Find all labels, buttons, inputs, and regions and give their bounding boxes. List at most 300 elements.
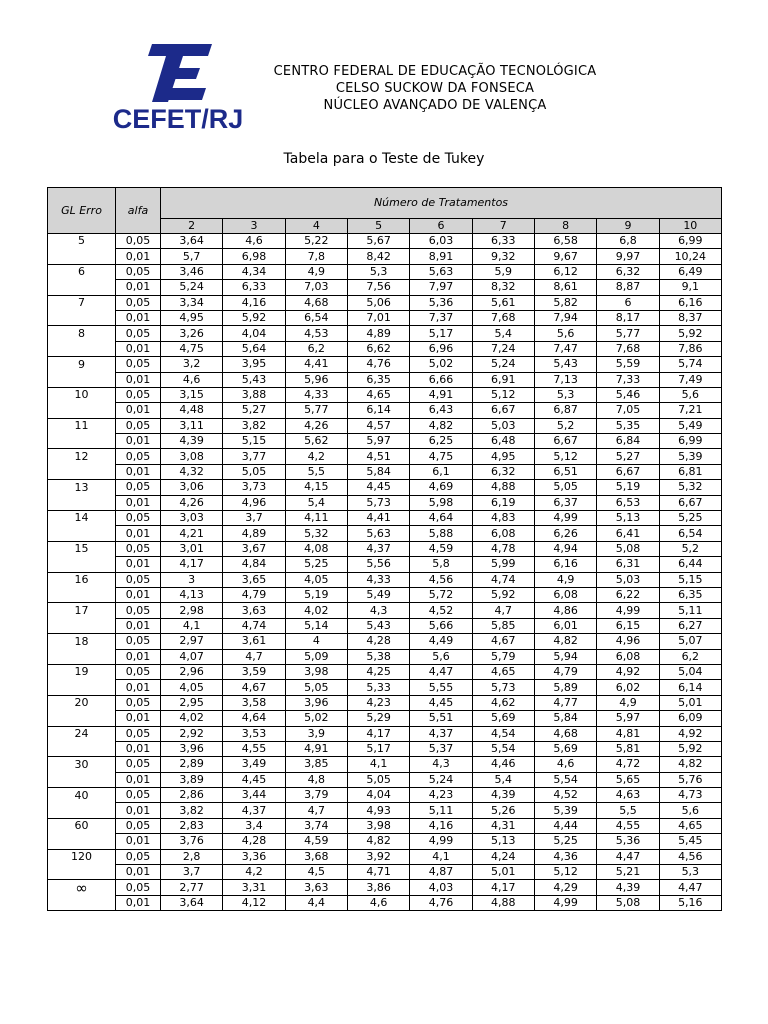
value-cell: 4,12 xyxy=(223,895,285,910)
table-row xyxy=(48,849,722,864)
value-cell: 6,32 xyxy=(472,464,534,479)
value-cell: 3,44 xyxy=(223,788,285,803)
value-cell: 5,54 xyxy=(534,772,596,787)
value-cell: 4,99 xyxy=(534,511,596,526)
value-cell: 7,8 xyxy=(285,249,347,264)
alfa-cell: 0,01 xyxy=(116,403,161,418)
table-row xyxy=(48,788,722,803)
value-cell: 5,16 xyxy=(659,895,721,910)
value-cell: 4,76 xyxy=(347,357,409,372)
value-cell: 5,74 xyxy=(659,357,721,372)
value-cell: 5,77 xyxy=(285,403,347,418)
value-cell: 5,12 xyxy=(472,387,534,402)
value-cell: 4,13 xyxy=(161,587,223,602)
value-cell: 3,63 xyxy=(285,880,347,895)
value-cell: 6,32 xyxy=(597,264,659,279)
value-cell: 4,82 xyxy=(410,418,472,433)
value-cell: 5,6 xyxy=(659,387,721,402)
value-cell: 3,2 xyxy=(161,357,223,372)
value-cell: 6,84 xyxy=(597,434,659,449)
value-cell: 5,6 xyxy=(534,326,596,341)
value-cell: 6,96 xyxy=(410,341,472,356)
value-cell: 5,92 xyxy=(659,741,721,756)
alfa-cell: 0,05 xyxy=(116,326,161,341)
value-cell: 5,39 xyxy=(534,803,596,818)
value-cell: 6,99 xyxy=(659,234,721,249)
gl-erro-cell: 8 xyxy=(48,326,116,341)
value-cell: 4,02 xyxy=(285,603,347,618)
table-row xyxy=(48,249,722,264)
alfa-cell: 0,01 xyxy=(116,249,161,264)
value-cell: 4,52 xyxy=(410,603,472,618)
gl-erro-cell xyxy=(48,649,116,664)
value-cell: 5,32 xyxy=(659,480,721,495)
table-row xyxy=(48,649,722,664)
value-cell: 7,97 xyxy=(410,280,472,295)
value-cell: 7,33 xyxy=(597,372,659,387)
gl-erro-cell: 40 xyxy=(48,788,116,803)
value-cell: 4,39 xyxy=(597,880,659,895)
value-cell: 5,49 xyxy=(659,418,721,433)
value-cell: 4,79 xyxy=(223,587,285,602)
table-row xyxy=(48,726,722,741)
value-cell: 3,98 xyxy=(285,664,347,679)
table-row xyxy=(48,695,722,710)
value-cell: 5,96 xyxy=(285,372,347,387)
alfa-cell: 0,05 xyxy=(116,572,161,587)
gl-erro-cell xyxy=(48,895,116,910)
value-cell: 5,01 xyxy=(659,695,721,710)
value-cell: 5,8 xyxy=(410,557,472,572)
value-cell: 6,33 xyxy=(223,280,285,295)
table-row xyxy=(48,264,722,279)
value-cell: 2,95 xyxy=(161,695,223,710)
value-cell: 6 xyxy=(597,295,659,310)
value-cell: 5,85 xyxy=(472,618,534,633)
value-cell: 5,06 xyxy=(347,295,409,310)
value-cell: 3,4 xyxy=(223,818,285,833)
tukey-table xyxy=(47,187,722,911)
value-cell: 4,95 xyxy=(472,449,534,464)
value-cell: 4,37 xyxy=(223,803,285,818)
value-cell: 4,83 xyxy=(472,511,534,526)
gl-erro-cell: 120 xyxy=(48,849,116,864)
value-cell: 5,64 xyxy=(223,341,285,356)
value-cell: 6,08 xyxy=(597,649,659,664)
value-cell: 4,33 xyxy=(347,572,409,587)
value-cell: 3,49 xyxy=(223,757,285,772)
value-cell: 4,72 xyxy=(597,757,659,772)
value-cell: 5,15 xyxy=(659,572,721,587)
value-cell: 5,08 xyxy=(597,541,659,556)
value-cell: 5,05 xyxy=(223,464,285,479)
value-cell: 3,59 xyxy=(223,664,285,679)
value-cell: 6,1 xyxy=(410,464,472,479)
value-cell: 4,05 xyxy=(285,572,347,587)
gl-erro-cell: 7 xyxy=(48,295,116,310)
value-cell: 4,93 xyxy=(347,803,409,818)
alfa-cell: 0,05 xyxy=(116,511,161,526)
value-cell: 3,73 xyxy=(223,480,285,495)
value-cell: 2,77 xyxy=(161,880,223,895)
alfa-cell: 0,01 xyxy=(116,310,161,325)
value-cell: 5,56 xyxy=(347,557,409,572)
alfa-cell: 0,05 xyxy=(116,603,161,618)
gl-erro-cell: 18 xyxy=(48,634,116,649)
alfa-cell: 0,01 xyxy=(116,495,161,510)
value-cell: 6,12 xyxy=(534,264,596,279)
value-cell: 4,45 xyxy=(347,480,409,495)
value-cell: 4,76 xyxy=(410,895,472,910)
value-cell: 4,75 xyxy=(410,449,472,464)
value-cell: 6,2 xyxy=(659,649,721,664)
value-cell: 4,3 xyxy=(347,603,409,618)
value-cell: 9,97 xyxy=(597,249,659,264)
alfa-cell: 0,05 xyxy=(116,387,161,402)
value-cell: 2,8 xyxy=(161,849,223,864)
gl-erro-cell xyxy=(48,341,116,356)
gl-erro-cell: 14 xyxy=(48,511,116,526)
value-cell: 6,48 xyxy=(472,434,534,449)
value-cell: 3,61 xyxy=(223,634,285,649)
value-cell: 6,58 xyxy=(534,234,596,249)
value-cell: 4,2 xyxy=(223,865,285,880)
value-cell: 4,57 xyxy=(347,418,409,433)
value-cell: 6,22 xyxy=(597,587,659,602)
value-cell: 5,24 xyxy=(410,772,472,787)
value-cell: 5,27 xyxy=(597,449,659,464)
value-cell: 2,97 xyxy=(161,634,223,649)
gl-erro-cell xyxy=(48,403,116,418)
alfa-cell: 0,01 xyxy=(116,372,161,387)
value-cell: 6,87 xyxy=(534,403,596,418)
treatment-number: 4 xyxy=(285,219,347,234)
gl-erro-cell: 19 xyxy=(48,664,116,679)
value-cell: 5,82 xyxy=(534,295,596,310)
value-cell: 3,31 xyxy=(223,880,285,895)
value-cell: 4,74 xyxy=(472,572,534,587)
value-cell: 4,52 xyxy=(534,788,596,803)
value-cell: 5,84 xyxy=(534,711,596,726)
value-cell: 5,73 xyxy=(472,680,534,695)
header-alfa: alfa xyxy=(116,188,161,234)
value-cell: 5,84 xyxy=(347,464,409,479)
value-cell: 5,59 xyxy=(597,357,659,372)
value-cell: 5,3 xyxy=(347,264,409,279)
gl-erro-cell: 9 xyxy=(48,357,116,372)
value-cell: 5,94 xyxy=(534,649,596,664)
cefet-logo xyxy=(108,40,248,140)
value-cell: 6,41 xyxy=(597,526,659,541)
value-cell: 4,82 xyxy=(659,757,721,772)
value-cell: 4,25 xyxy=(347,664,409,679)
alfa-cell: 0,05 xyxy=(116,695,161,710)
value-cell: 4,46 xyxy=(472,757,534,772)
value-cell: 3,63 xyxy=(223,603,285,618)
value-cell: 9,67 xyxy=(534,249,596,264)
value-cell: 4 xyxy=(285,634,347,649)
value-cell: 7,86 xyxy=(659,341,721,356)
value-cell: 8,37 xyxy=(659,310,721,325)
value-cell: 8,42 xyxy=(347,249,409,264)
value-cell: 4,62 xyxy=(472,695,534,710)
value-cell: 4,67 xyxy=(472,634,534,649)
value-cell: 5,99 xyxy=(472,557,534,572)
value-cell: 4,99 xyxy=(410,834,472,849)
value-cell: 5,62 xyxy=(285,434,347,449)
value-cell: 7,37 xyxy=(410,310,472,325)
value-cell: 4,6 xyxy=(534,757,596,772)
value-cell: 3 xyxy=(161,572,223,587)
value-cell: 3,96 xyxy=(161,741,223,756)
value-cell: 5,81 xyxy=(597,741,659,756)
value-cell: 6,44 xyxy=(659,557,721,572)
alfa-cell: 0,05 xyxy=(116,418,161,433)
value-cell: 5,35 xyxy=(597,418,659,433)
value-cell: 3,98 xyxy=(347,818,409,833)
value-cell: 5,89 xyxy=(534,680,596,695)
value-cell: 5,02 xyxy=(410,357,472,372)
value-cell: 6,62 xyxy=(347,341,409,356)
value-cell: 4,04 xyxy=(347,788,409,803)
value-cell: 6,14 xyxy=(659,680,721,695)
value-cell: 7,13 xyxy=(534,372,596,387)
alfa-cell: 0,01 xyxy=(116,587,161,602)
value-cell: 5,22 xyxy=(285,234,347,249)
alfa-cell: 0,05 xyxy=(116,818,161,833)
value-cell: 4,75 xyxy=(161,341,223,356)
value-cell: 7,49 xyxy=(659,372,721,387)
table-row xyxy=(48,387,722,402)
value-cell: 4,16 xyxy=(223,295,285,310)
gl-erro-cell xyxy=(48,434,116,449)
value-cell: 4,7 xyxy=(223,649,285,664)
value-cell: 4,37 xyxy=(347,541,409,556)
value-cell: 4,73 xyxy=(659,788,721,803)
value-cell: 5,11 xyxy=(410,803,472,818)
value-cell: 3,64 xyxy=(161,895,223,910)
value-cell: 6,49 xyxy=(659,264,721,279)
value-cell: 4,32 xyxy=(161,464,223,479)
value-cell: 4,84 xyxy=(223,557,285,572)
value-cell: 5,37 xyxy=(410,741,472,756)
value-cell: 3,95 xyxy=(223,357,285,372)
value-cell: 4,33 xyxy=(285,387,347,402)
table-row xyxy=(48,741,722,756)
value-cell: 5,05 xyxy=(285,680,347,695)
value-cell: 5,32 xyxy=(285,526,347,541)
value-cell: 3,96 xyxy=(285,695,347,710)
value-cell: 3,64 xyxy=(161,234,223,249)
value-cell: 4,82 xyxy=(347,834,409,849)
alfa-cell: 0,01 xyxy=(116,618,161,633)
value-cell: 5,05 xyxy=(534,480,596,495)
value-cell: 5,69 xyxy=(472,711,534,726)
value-cell: 4,88 xyxy=(472,480,534,495)
value-cell: 3,08 xyxy=(161,449,223,464)
value-cell: 5,69 xyxy=(534,741,596,756)
value-cell: 4,82 xyxy=(534,634,596,649)
table-row xyxy=(48,541,722,556)
institution-line: CENTRO FEDERAL DE EDUCAÇÃO TECNOLÓGICA xyxy=(273,64,597,79)
value-cell: 4,95 xyxy=(161,310,223,325)
table-row xyxy=(48,310,722,325)
gl-erro-cell: 60 xyxy=(48,818,116,833)
value-cell: 4,7 xyxy=(285,803,347,818)
value-cell: 5,6 xyxy=(659,803,721,818)
value-cell: 5,4 xyxy=(472,772,534,787)
alfa-cell: 0,01 xyxy=(116,834,161,849)
table-row xyxy=(48,526,722,541)
value-cell: 7,68 xyxy=(597,341,659,356)
value-cell: 4,64 xyxy=(223,711,285,726)
value-cell: 3,11 xyxy=(161,418,223,433)
alfa-cell: 0,01 xyxy=(116,680,161,695)
value-cell: 7,47 xyxy=(534,341,596,356)
alfa-cell: 0,01 xyxy=(116,772,161,787)
table-row xyxy=(48,280,722,295)
value-cell: 4,16 xyxy=(410,818,472,833)
alfa-cell: 0,05 xyxy=(116,295,161,310)
value-cell: 5,43 xyxy=(223,372,285,387)
gl-erro-cell xyxy=(48,310,116,325)
treatment-number: 9 xyxy=(597,219,659,234)
table-row xyxy=(48,511,722,526)
alfa-cell: 0,01 xyxy=(116,464,161,479)
gl-erro-cell xyxy=(48,280,116,295)
value-cell: 4,47 xyxy=(659,880,721,895)
value-cell: 4,81 xyxy=(597,726,659,741)
value-cell: 3,82 xyxy=(223,418,285,433)
value-cell: 6,99 xyxy=(659,434,721,449)
value-cell: 2,96 xyxy=(161,664,223,679)
value-cell: 5,9 xyxy=(472,264,534,279)
table-row xyxy=(48,403,722,418)
alfa-cell: 0,01 xyxy=(116,711,161,726)
value-cell: 4,65 xyxy=(347,387,409,402)
treatment-number: 6 xyxy=(410,219,472,234)
value-cell: 4,9 xyxy=(534,572,596,587)
table-row xyxy=(48,295,722,310)
value-cell: 4,29 xyxy=(534,880,596,895)
value-cell: 4,92 xyxy=(659,726,721,741)
table-row xyxy=(48,634,722,649)
value-cell: 5,7 xyxy=(161,249,223,264)
value-cell: 4,59 xyxy=(410,541,472,556)
alfa-cell: 0,05 xyxy=(116,880,161,895)
alfa-cell: 0,05 xyxy=(116,234,161,249)
value-cell: 4,86 xyxy=(534,603,596,618)
value-cell: 5,51 xyxy=(410,711,472,726)
value-cell: 7,56 xyxy=(347,280,409,295)
value-cell: 8,91 xyxy=(410,249,472,264)
value-cell: 3,85 xyxy=(285,757,347,772)
table-row xyxy=(48,234,722,249)
value-cell: 3,34 xyxy=(161,295,223,310)
value-cell: 4,28 xyxy=(347,634,409,649)
value-cell: 4,68 xyxy=(285,295,347,310)
value-cell: 3,15 xyxy=(161,387,223,402)
table-row xyxy=(48,865,722,880)
value-cell: 4,51 xyxy=(347,449,409,464)
value-cell: 5,92 xyxy=(659,326,721,341)
value-cell: 3,03 xyxy=(161,511,223,526)
value-cell: 4,59 xyxy=(285,834,347,849)
value-cell: 4,47 xyxy=(597,849,659,864)
table-row xyxy=(48,818,722,833)
alfa-cell: 0,05 xyxy=(116,849,161,864)
value-cell: 7,01 xyxy=(347,310,409,325)
value-cell: 5,33 xyxy=(347,680,409,695)
value-cell: 5,97 xyxy=(597,711,659,726)
value-cell: 5,2 xyxy=(534,418,596,433)
value-cell: 4,65 xyxy=(659,818,721,833)
value-cell: 5,17 xyxy=(410,326,472,341)
gl-erro-cell xyxy=(48,557,116,572)
gl-erro-cell xyxy=(48,711,116,726)
value-cell: 3,89 xyxy=(161,772,223,787)
value-cell: 3,26 xyxy=(161,326,223,341)
table-row xyxy=(48,680,722,695)
alfa-cell: 0,05 xyxy=(116,480,161,495)
value-cell: 4,24 xyxy=(472,849,534,864)
value-cell: 4,56 xyxy=(659,849,721,864)
value-cell: 4,91 xyxy=(285,741,347,756)
value-cell: 3,67 xyxy=(223,541,285,556)
value-cell: 5,43 xyxy=(534,357,596,372)
value-cell: 4,79 xyxy=(534,664,596,679)
value-cell: 6,66 xyxy=(410,372,472,387)
value-cell: 5,12 xyxy=(534,449,596,464)
value-cell: 6,35 xyxy=(347,372,409,387)
value-cell: 5,5 xyxy=(597,803,659,818)
value-cell: 5,3 xyxy=(659,865,721,880)
value-cell: 2,89 xyxy=(161,757,223,772)
cefet-emblem-icon xyxy=(108,40,248,104)
value-cell: 6,03 xyxy=(410,234,472,249)
value-cell: 4,5 xyxy=(285,865,347,880)
value-cell: 3,7 xyxy=(161,865,223,880)
value-cell: 5,4 xyxy=(285,495,347,510)
value-cell: 5,36 xyxy=(410,295,472,310)
gl-erro-cell xyxy=(48,680,116,695)
value-cell: 5,25 xyxy=(285,557,347,572)
gl-erro-cell xyxy=(48,464,116,479)
value-cell: 4,23 xyxy=(410,788,472,803)
value-cell: 4,23 xyxy=(347,695,409,710)
value-cell: 6,54 xyxy=(659,526,721,541)
header-gl-erro: GL Erro xyxy=(48,188,116,234)
value-cell: 5,88 xyxy=(410,526,472,541)
value-cell: 5,5 xyxy=(285,464,347,479)
alfa-cell: 0,01 xyxy=(116,280,161,295)
value-cell: 4,89 xyxy=(223,526,285,541)
value-cell: 6,51 xyxy=(534,464,596,479)
value-cell: 3,74 xyxy=(285,818,347,833)
value-cell: 5,46 xyxy=(597,387,659,402)
value-cell: 3,06 xyxy=(161,480,223,495)
alfa-cell: 0,01 xyxy=(116,557,161,572)
value-cell: 5,67 xyxy=(347,234,409,249)
treatment-number: 2 xyxy=(161,219,223,234)
table-row xyxy=(48,480,722,495)
value-cell: 4,99 xyxy=(534,895,596,910)
alfa-cell: 0,01 xyxy=(116,526,161,541)
value-cell: 5,43 xyxy=(347,618,409,633)
value-cell: 5,08 xyxy=(597,895,659,910)
value-cell: 4,31 xyxy=(472,818,534,833)
value-cell: 5,54 xyxy=(472,741,534,756)
